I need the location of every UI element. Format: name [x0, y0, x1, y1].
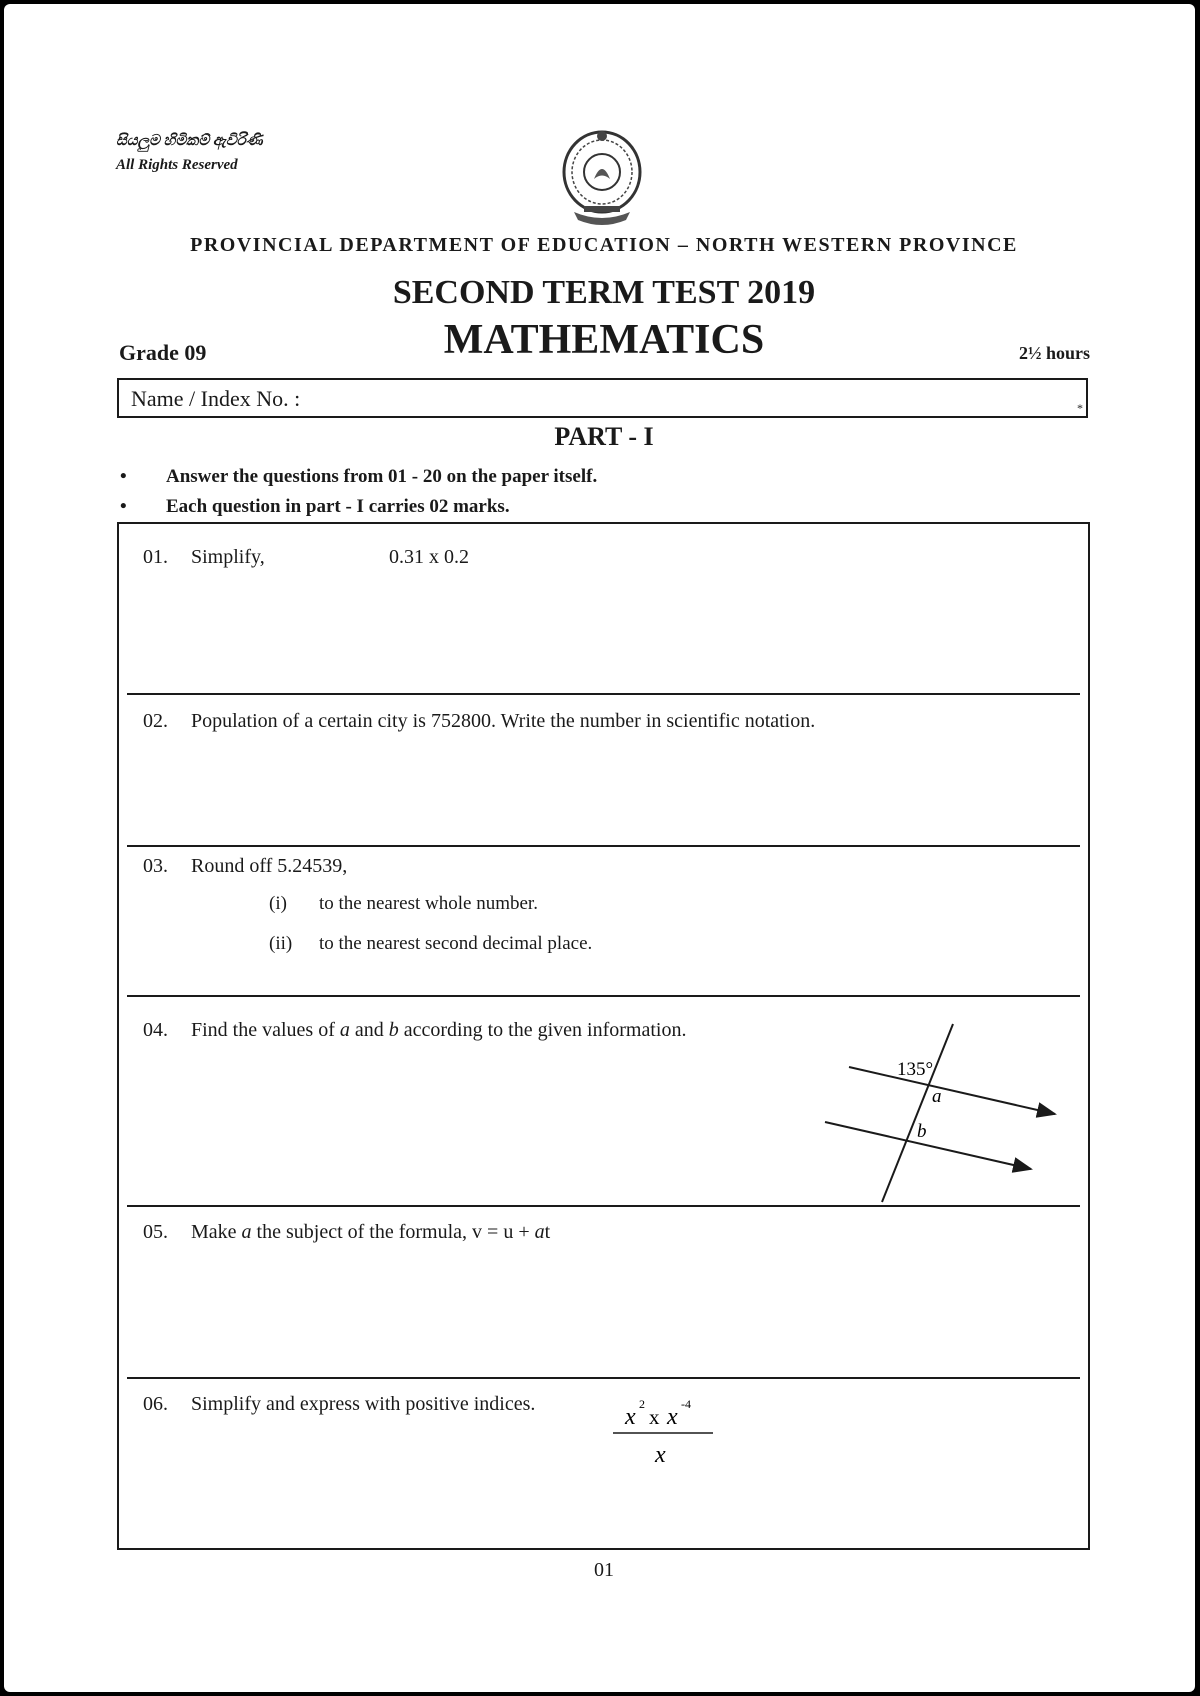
parallel-line-top — [849, 1067, 1055, 1114]
name-field-mark: * — [1077, 401, 1083, 415]
instruction-2: • Each question in part - I carries 02 marks. — [120, 496, 510, 517]
question-number: 03. — [143, 855, 168, 877]
svg-text:2: 2 — [639, 1397, 645, 1411]
question-number: 05. — [143, 1221, 168, 1243]
question-04: 04. Find the values of a and b according to the given information. — [143, 1019, 687, 1041]
name-index-label: Name / Index No. : — [131, 386, 301, 411]
instruction-1: • Answer the questions from 01 - 20 on the paper itself. — [120, 466, 598, 487]
transversal-line — [882, 1024, 953, 1202]
angle-b-label: b — [917, 1121, 927, 1142]
grade-label: Grade 09 — [119, 340, 207, 365]
question-divider — [127, 693, 1080, 695]
question-03-part-ii: (ii) to the nearest second decimal place. — [269, 933, 593, 954]
question-divider — [127, 845, 1080, 847]
angle-label: 135° — [897, 1059, 934, 1080]
svg-text:x: x — [655, 1442, 666, 1468]
question-number: 04. — [143, 1019, 168, 1041]
question-03-part-i: (i) to the nearest whole number. — [269, 893, 538, 914]
part-title: PART - I — [554, 422, 654, 451]
department-title: PROVINCIAL DEPARTMENT OF EDUCATION – NORTH WESTERN PROVINCE — [190, 234, 1018, 256]
rights-reserved — [116, 129, 263, 177]
name-index-field[interactable] — [117, 378, 1088, 418]
svg-text:x: x — [649, 1405, 660, 1429]
exam-page — [4, 4, 1195, 1692]
subject-title: MATHEMATICS — [443, 317, 765, 363]
svg-text:-4: -4 — [681, 1397, 691, 1411]
question-01-expression: 0.31 x 0.2 — [389, 546, 469, 568]
question-01: 01. Simplify, — [143, 546, 265, 568]
svg-text:x: x — [625, 1404, 636, 1430]
question-02: 02. Population of a certain city is 752800. Write the number in scientific notation. — [143, 710, 816, 732]
exam-title: SECOND TERM TEST 2019 — [392, 274, 816, 311]
bullet-icon: • — [120, 466, 127, 487]
parallel-lines-diagram — [819, 1014, 1079, 1214]
question-06: 06. Simplify and express with positive indices. — [143, 1393, 536, 1415]
angle-a-label: a — [932, 1086, 942, 1107]
question-05: 05. Make a the subject of the formula, v = u + at — [143, 1221, 551, 1243]
parallel-line-bottom — [825, 1122, 1031, 1169]
bullet-icon: • — [120, 496, 127, 517]
rights-english: All Rights Reserved — [116, 157, 238, 173]
question-03: 03. Round off 5.24539, — [143, 855, 348, 877]
questions-box — [117, 522, 1090, 1550]
duration-label: 2½ hours — [1018, 343, 1090, 363]
question-number: 01. — [143, 546, 168, 568]
national-emblem-icon — [554, 124, 650, 234]
svg-text:x: x — [667, 1404, 678, 1430]
question-divider — [127, 995, 1080, 997]
rights-sinhala: සියලුම හිමිකම් ඇවිරිණි — [116, 133, 263, 149]
page-number: 01 — [594, 1559, 614, 1581]
question-divider — [127, 1205, 1080, 1207]
question-number: 06. — [143, 1393, 168, 1415]
question-divider — [127, 1377, 1080, 1379]
question-number: 02. — [143, 710, 168, 732]
fraction-expression — [611, 1392, 721, 1472]
